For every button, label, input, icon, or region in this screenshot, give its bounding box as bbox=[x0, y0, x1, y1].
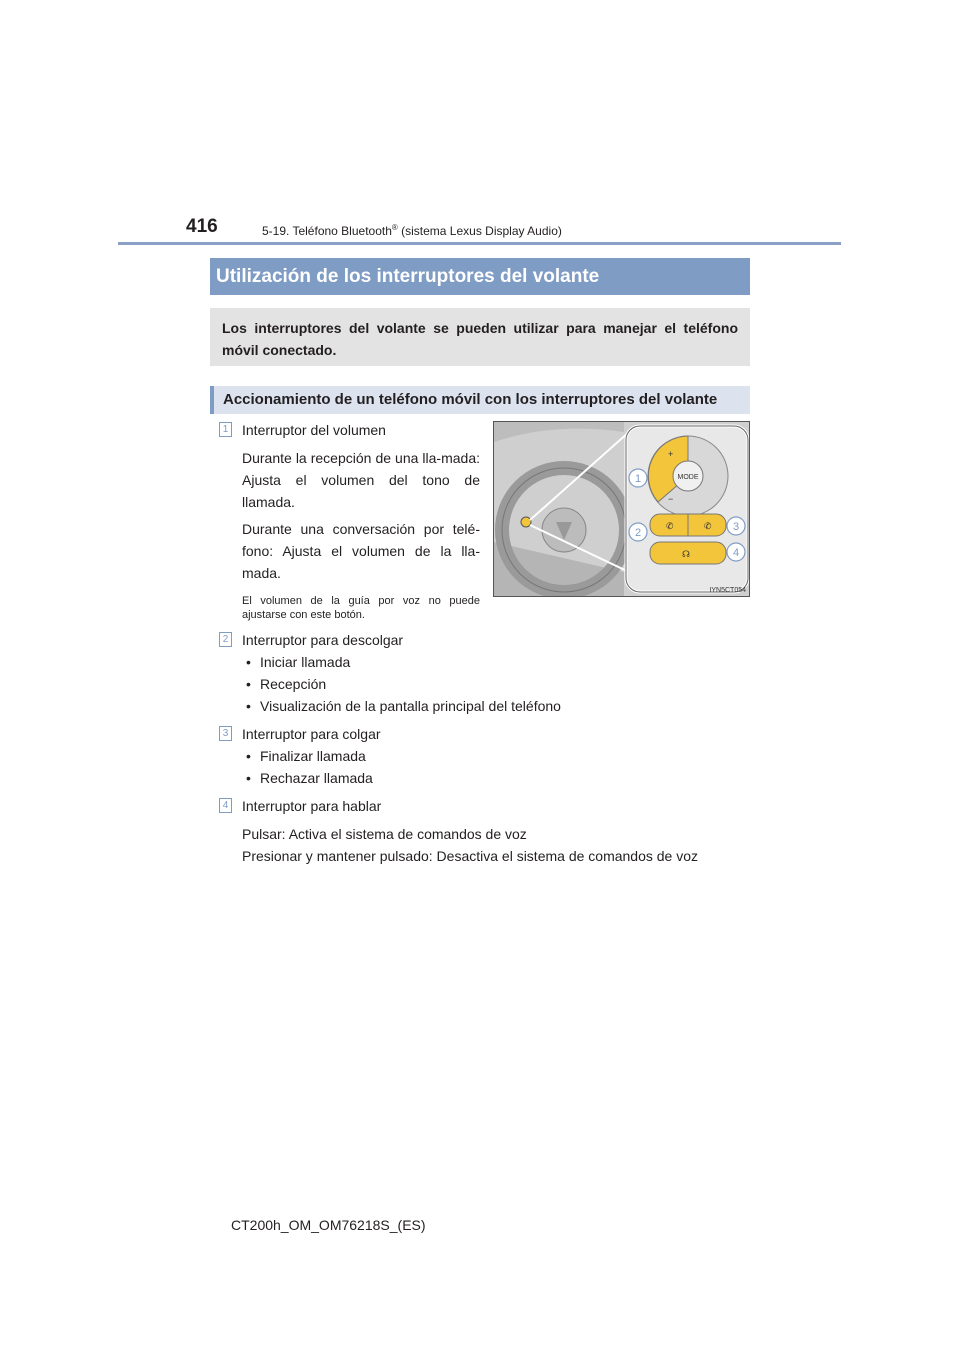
intro-text: Los interruptores del volante se pueden utilizar para manejar el teléfono móvil conectado. bbox=[222, 320, 738, 358]
page-number: 416 bbox=[186, 216, 218, 237]
callout-1: 1 bbox=[634, 473, 642, 485]
svg-text:✆: ✆ bbox=[666, 522, 674, 532]
chapter-suffix: (sistema Lexus Display Audio) bbox=[397, 224, 562, 238]
item-paragraph: Durante una conversación por telé-fono: Ajusta el volumen de la lla-mada. bbox=[242, 521, 480, 581]
bullet-item: • Iniciar llamada bbox=[260, 651, 350, 673]
header-rule bbox=[118, 242, 841, 245]
mode-button-label: MODE bbox=[677, 474, 699, 481]
item-number-badge: 1 bbox=[219, 422, 232, 437]
steering-switch-figure bbox=[493, 421, 750, 597]
item-line: Presionar y mantener pulsado: Desactiva el sistema de comandos de voz bbox=[242, 848, 699, 864]
bullet-item: • Finalizar llamada bbox=[260, 745, 366, 767]
svg-text:+: + bbox=[668, 449, 674, 459]
item-line: Pulsar: Activa el sistema de comandos de voz bbox=[242, 826, 527, 842]
running-header bbox=[262, 223, 562, 238]
item-number-badge: 2 bbox=[219, 632, 232, 647]
figure-code: IYN5CT054 bbox=[709, 587, 746, 594]
svg-text:☊: ☊ bbox=[682, 550, 690, 560]
item-title: Interruptor para colgar bbox=[242, 726, 381, 742]
bullet-item: • Visualización de la pantalla principal del teléfono bbox=[260, 695, 561, 717]
registered-mark: ® bbox=[391, 223, 398, 232]
svg-text:✆: ✆ bbox=[704, 522, 712, 532]
item-note: El volumen de la guía por voz no puede ajustarse con este botón. bbox=[242, 595, 480, 621]
callout-3: 3 bbox=[732, 521, 740, 533]
intro-box bbox=[210, 308, 750, 366]
chapter-prefix: 5-19. Teléfono Bluetooth bbox=[262, 224, 392, 238]
callout-4: 4 bbox=[732, 547, 740, 559]
bullet-item: • Recepción bbox=[260, 673, 326, 695]
steering-wheel-illustration bbox=[494, 422, 749, 596]
bullet-item: • Rechazar llamada bbox=[260, 767, 373, 789]
footer-doc-code: CT200h_OM_OM76218S_(ES) bbox=[231, 1217, 426, 1233]
section-title: Utilización de los interruptores del volante bbox=[210, 258, 750, 295]
item-number-badge: 3 bbox=[219, 726, 232, 741]
callout-2: 2 bbox=[634, 527, 642, 539]
item-title: Interruptor para descolgar bbox=[242, 632, 404, 648]
item-number-badge: 4 bbox=[219, 798, 232, 813]
item-title: Interruptor del volumen bbox=[242, 422, 386, 438]
svg-text:−: − bbox=[668, 494, 674, 504]
item-paragraph: Durante la recepción de una lla-mada: Ajusta el volumen del tono de llamada. bbox=[242, 450, 480, 510]
subsection-title: Accionamiento de un teléfono móvil con los interruptores del volante bbox=[210, 386, 750, 414]
item-title: Interruptor para hablar bbox=[242, 798, 382, 814]
